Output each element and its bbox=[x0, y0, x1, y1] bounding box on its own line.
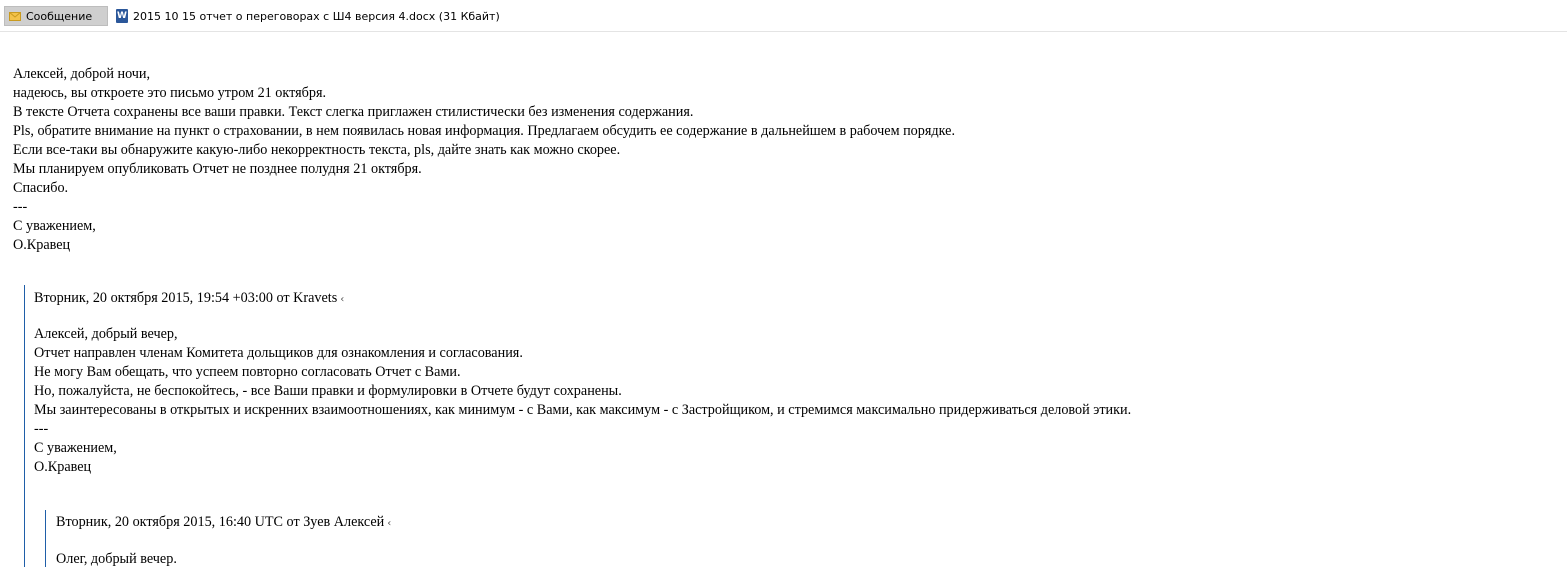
quote-line: О.Кравец bbox=[34, 459, 92, 475]
message-line: Спасибо. bbox=[13, 180, 69, 196]
message-line: --- bbox=[13, 199, 28, 215]
quote-header-text: Вторник, 20 октября 2015, 19:54 +03:00 от Kravets bbox=[34, 290, 338, 306]
message-tab[interactable] bbox=[4, 6, 108, 26]
nested-quoted-message bbox=[45, 510, 1445, 567]
attachment-bar bbox=[0, 0, 1567, 32]
quote-line: Но, пожалуйста, не беспокойтесь, - все Ваши правки и формулировки в Отчете будут сохранены. bbox=[34, 383, 622, 399]
quote-line: Мы заинтересованы в открытых и искренних взаимоотношениях, как минимум - с Вами, как максимум - с Застройщиком, и стремимся максимально придерживаться деловой этики. bbox=[34, 402, 1132, 418]
nested-quote-header-text: Вторник, 20 октября 2015, 16:40 UTC от Зуев Алексей bbox=[56, 514, 385, 530]
message-tab-label: Сообщение bbox=[26, 9, 93, 23]
quote-line: С уважением, bbox=[34, 440, 117, 456]
sender-link-icon[interactable]: ‹ bbox=[387, 518, 392, 529]
sender-link-icon[interactable]: ‹ bbox=[340, 294, 345, 305]
attachment-file-name[interactable]: 2015 10 15 отчет о переговорах с Ш4 версия 4.docx (31 Кбайт) bbox=[133, 9, 500, 23]
word-doc-icon: W bbox=[117, 11, 127, 21]
nested-quote-line: Олег, добрый вечер. bbox=[56, 551, 177, 567]
message-body bbox=[13, 65, 955, 255]
quote-line: Отчет направлен членам Комитета дольщиков для ознакомления и согласования. bbox=[34, 345, 523, 361]
quote-header bbox=[34, 289, 344, 309]
attachment-file[interactable] bbox=[116, 6, 500, 26]
message-line: надеюсь, вы откроете это письмо утром 21 октября. bbox=[13, 85, 327, 101]
message-line: Если все-таки вы обнаружите какую-либо некорректность текста, pls, дайте знать как можно скорее. bbox=[13, 142, 621, 158]
nested-quote-body bbox=[56, 550, 177, 567]
quote-line: Алексей, добрый вечер, bbox=[34, 326, 178, 342]
message-line: Мы планируем опубликовать Отчет не позднее полудня 21 октября. bbox=[13, 161, 422, 177]
nested-quote-header bbox=[56, 513, 391, 533]
message-line: О.Кравец bbox=[13, 237, 71, 253]
message-line: Алексей, доброй ночи, bbox=[13, 66, 151, 82]
quote-line: Не могу Вам обещать, что успеем повторно согласовать Отчет с Вами. bbox=[34, 364, 461, 380]
quote-body bbox=[34, 325, 1131, 477]
message-line: В тексте Отчета сохранены все ваши правки. Текст слегка приглажен стилистически без изменения содержания. bbox=[13, 104, 694, 120]
quoted-message bbox=[24, 285, 1524, 567]
quote-line: --- bbox=[34, 421, 49, 437]
message-line: Pls, обратите внимание на пункт о страховании, в нем появилась новая информация. Предлагаем обсудить ее содержание в дальнейшем в рабочем порядке. bbox=[13, 123, 955, 139]
envelope-icon bbox=[9, 12, 21, 21]
message-line: С уважением, bbox=[13, 218, 96, 234]
